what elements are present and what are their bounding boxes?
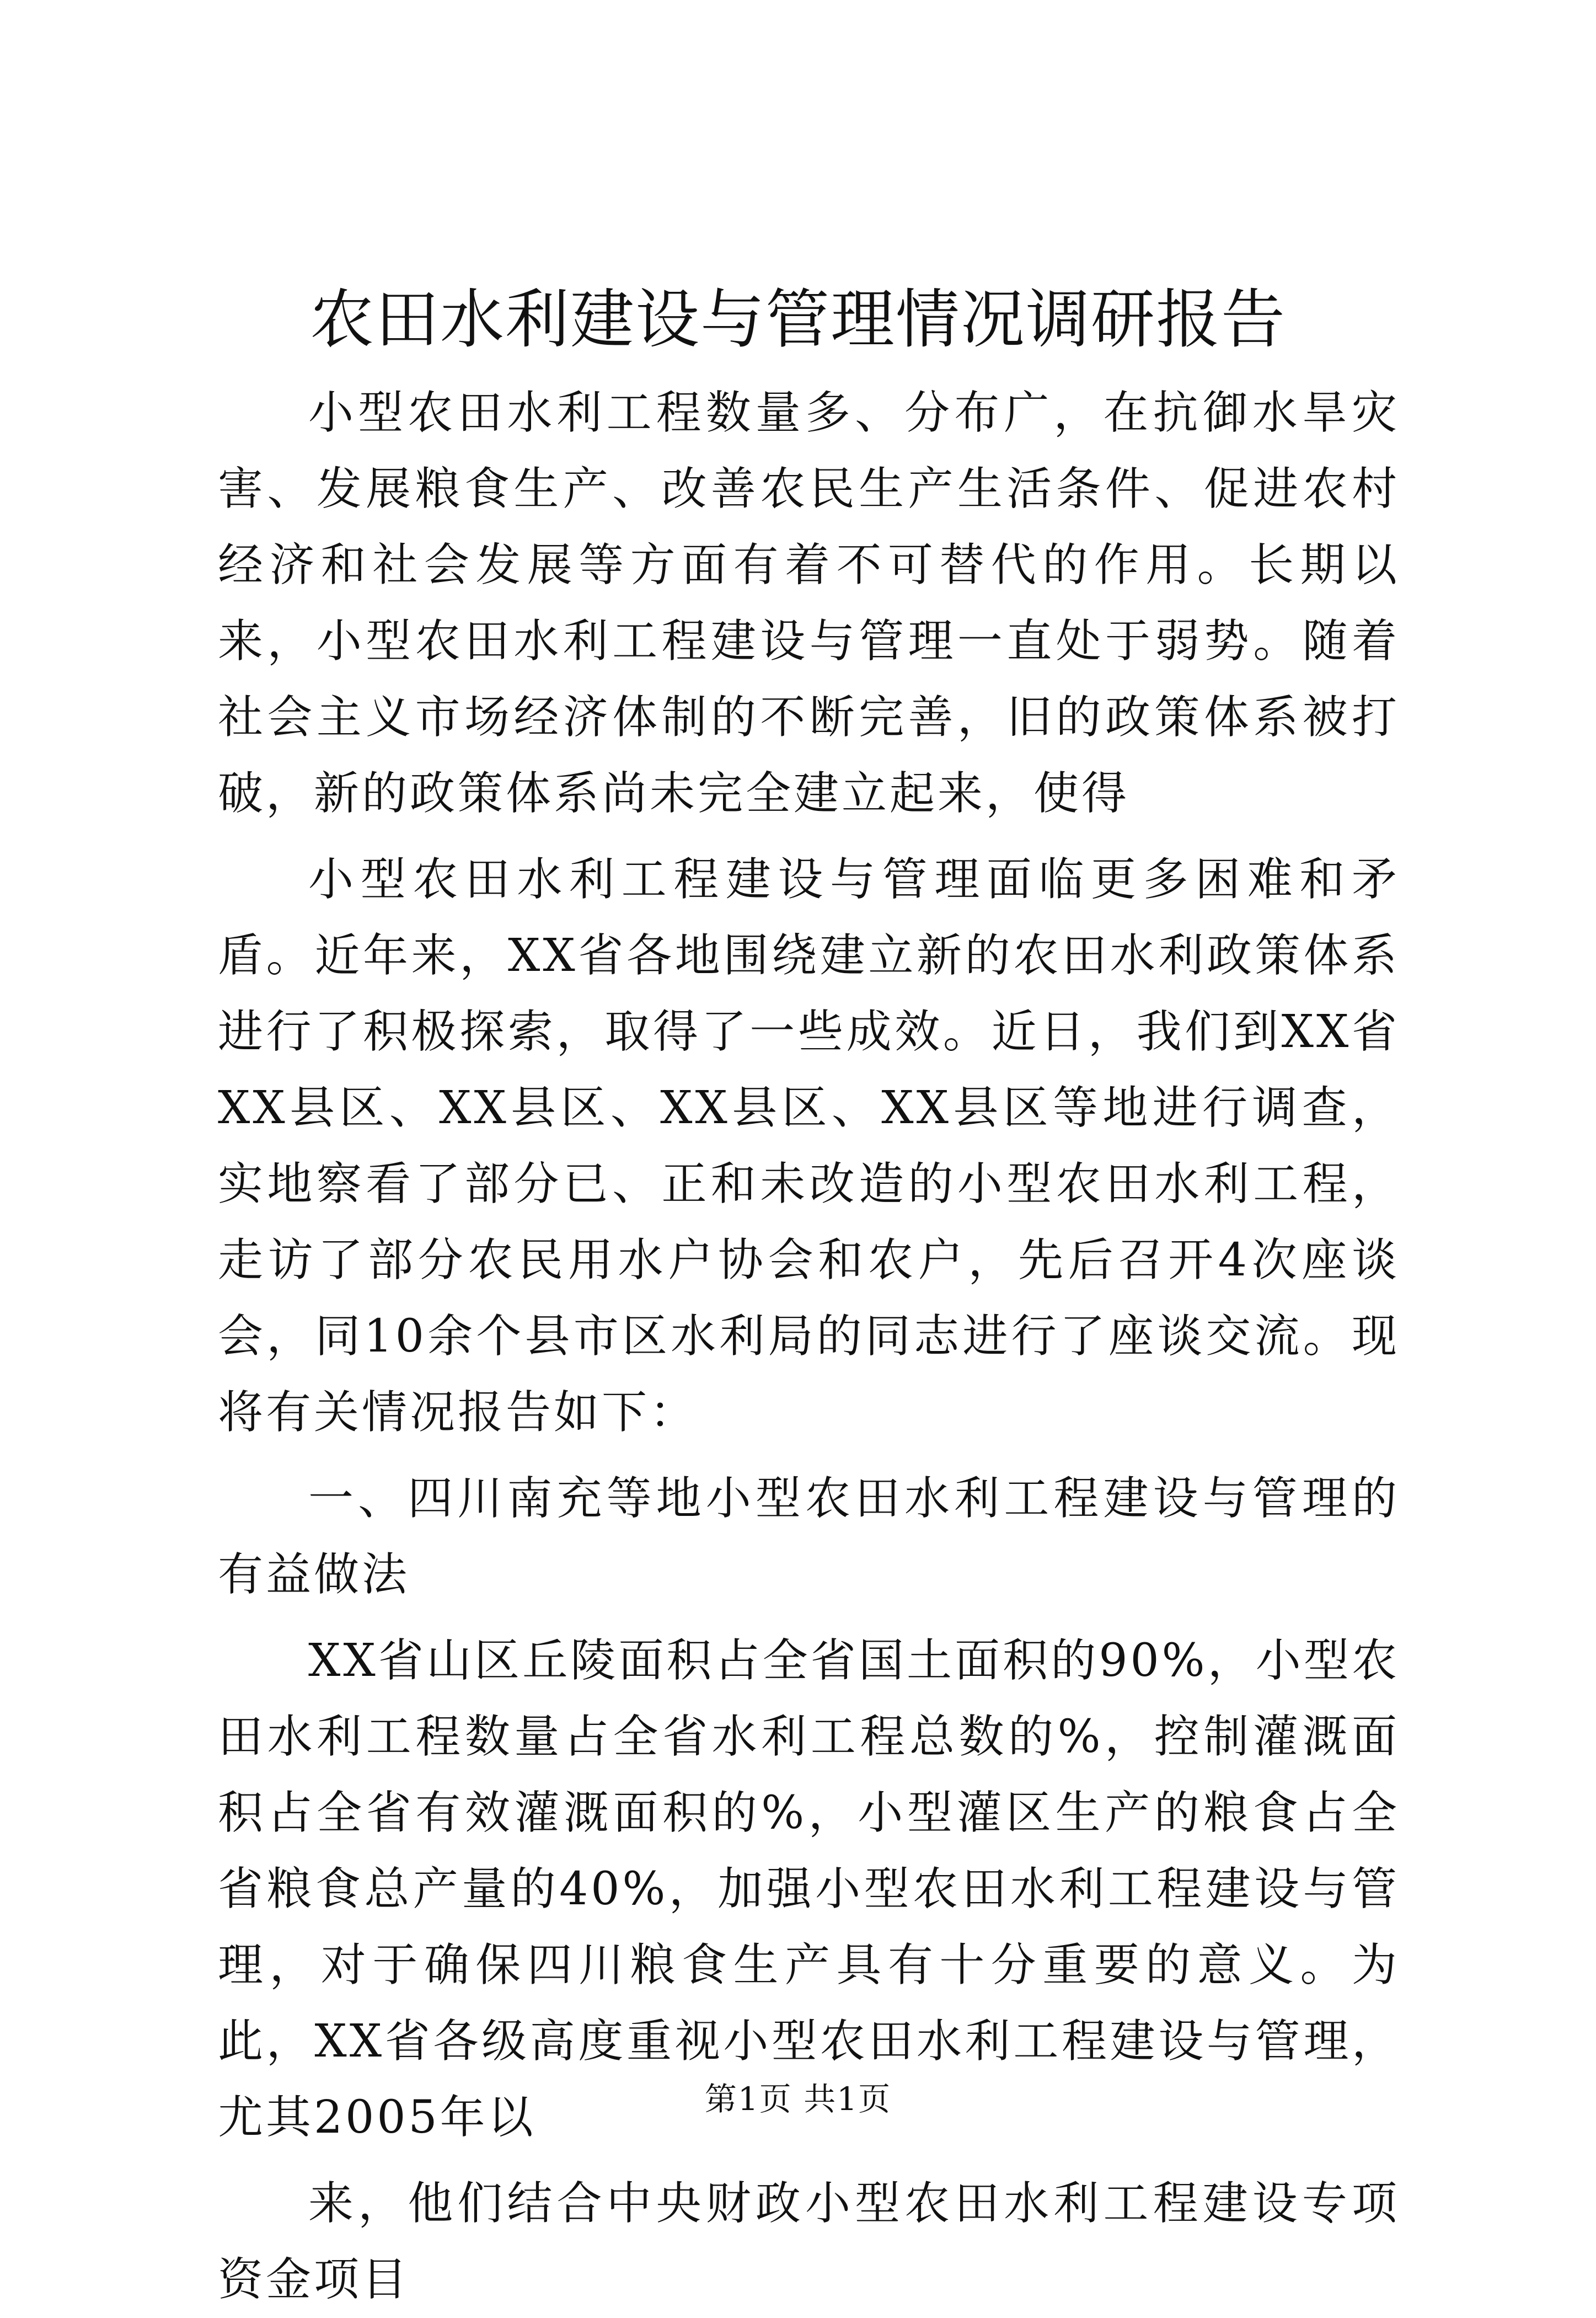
section-heading-1: 一、四川南充等地小型农田水利工程建设与管理的有益做法	[218, 1472, 1400, 1601]
document-body	[218, 375, 1400, 2318]
page-number-footer: 第1页 共1页	[704, 2080, 892, 2118]
paragraph-statistics: XX省山区丘陵面积占全省国土面积的90%，小型农田水利工程数量占全省水利工程总数的%，控制灌溉面积占全省有效灌溉面积的%，小型灌区生产的粮食占全省粮食总产量的40%，加强小型农田水利工程建设与管理，对于确保四川粮食生产具有十分重要的意义。为此，XX省各级高度重视小型农田水利工程建设与管理，尤其2005年以	[218, 1635, 1400, 2144]
paragraph-survey: 小型农田水利工程建设与管理面临更多困难和矛盾。近年来，XX省各地围绕建立新的农田水利政策体系进行了积极探索，取得了一些成效。近日，我们到XX省XX县区、XX县区、XX县区、XX县区等地进行调查，实地察看了部分已、正和未改造的小型农田水利工程，走访了部分农民用水户协会和农户，先后召开4次座谈会，同10余个县市区水利局的同志进行了座谈交流。现将有关情况报告如下：	[218, 853, 1400, 1439]
document-title: 农田水利建设与管理情况调研报告	[310, 282, 1286, 357]
paragraph-intro: 小型农田水利工程数量多、分布广，在抗御水旱灾害、发展粮食生产、改善农民生产生活条件、促进农村经济和社会发展等方面有着不可替代的作用。长期以来，小型农田水利工程建设与管理一直处于弱势。随着社会主义市场经济体制的不断完善，旧的政策体系被打破，新的政策体系尚未完全建立起来，使得	[218, 387, 1400, 820]
paragraph-continuation: 来，他们结合中央财政小型农田水利工程建设专项资金项目	[218, 2177, 1400, 2306]
